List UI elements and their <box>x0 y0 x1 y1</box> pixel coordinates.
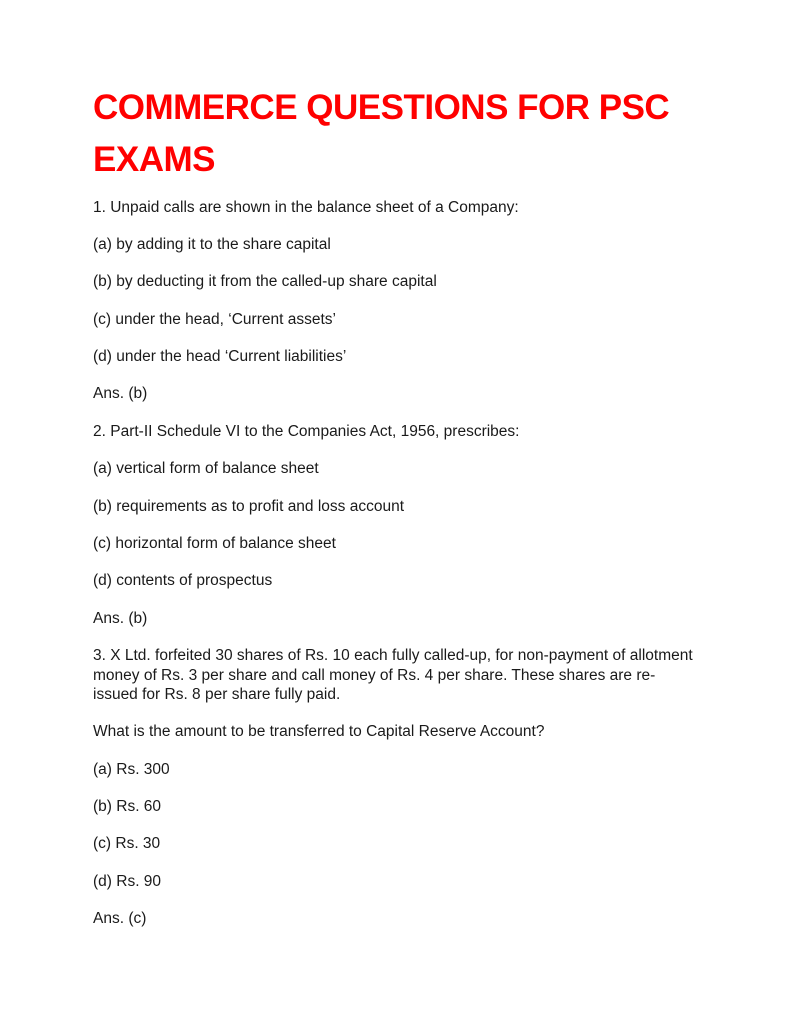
question-3-option-c: (c) Rs. 30 <box>93 835 161 852</box>
question-3-option-b: (b) Rs. 60 <box>93 798 162 815</box>
question-3-text: 3. X Ltd. forfeited 30 shares of Rs. 10 each fully called-up, for non-payment of allotment money of Rs. 3 per share and call money of Rs. 4 per share. These shares are re-issued for Rs. 8 per share fully paid. <box>93 647 693 703</box>
question-3-option-d: (d) Rs. 90 <box>93 873 162 890</box>
question-3-option-a: (a) Rs. 300 <box>93 761 170 778</box>
question-2-answer: Ans. (b) <box>93 610 148 627</box>
question-2-option-b: (b) requirements as to profit and loss account <box>93 498 405 515</box>
question-2-option-a: (a) vertical form of balance sheet <box>93 460 319 477</box>
document-title: COMMERCE QUESTIONS FOR PSC EXAMS <box>93 88 670 179</box>
question-1-text: 1. Unpaid calls are shown in the balance sheet of a Company: <box>93 199 519 216</box>
question-1-option-d: (d) under the head ‘Current liabilities’ <box>93 348 347 365</box>
question-3-answer: Ans. (c) <box>93 910 147 927</box>
question-3-subquestion: What is the amount to be transferred to Capital Reserve Account? <box>93 723 545 740</box>
question-2-option-c: (c) horizontal form of balance sheet <box>93 535 336 552</box>
question-1-option-c: (c) under the head, ‘Current assets’ <box>93 311 336 328</box>
question-1-option-a: (a) by adding it to the share capital <box>93 236 331 253</box>
question-2-option-d: (d) contents of prospectus <box>93 572 273 589</box>
question-1-answer: Ans. (b) <box>93 385 148 402</box>
question-1-option-b: (b) by deducting it from the called-up share capital <box>93 273 437 290</box>
question-2-text: 2. Part-II Schedule VI to the Companies Act, 1956, prescribes: <box>93 423 520 440</box>
